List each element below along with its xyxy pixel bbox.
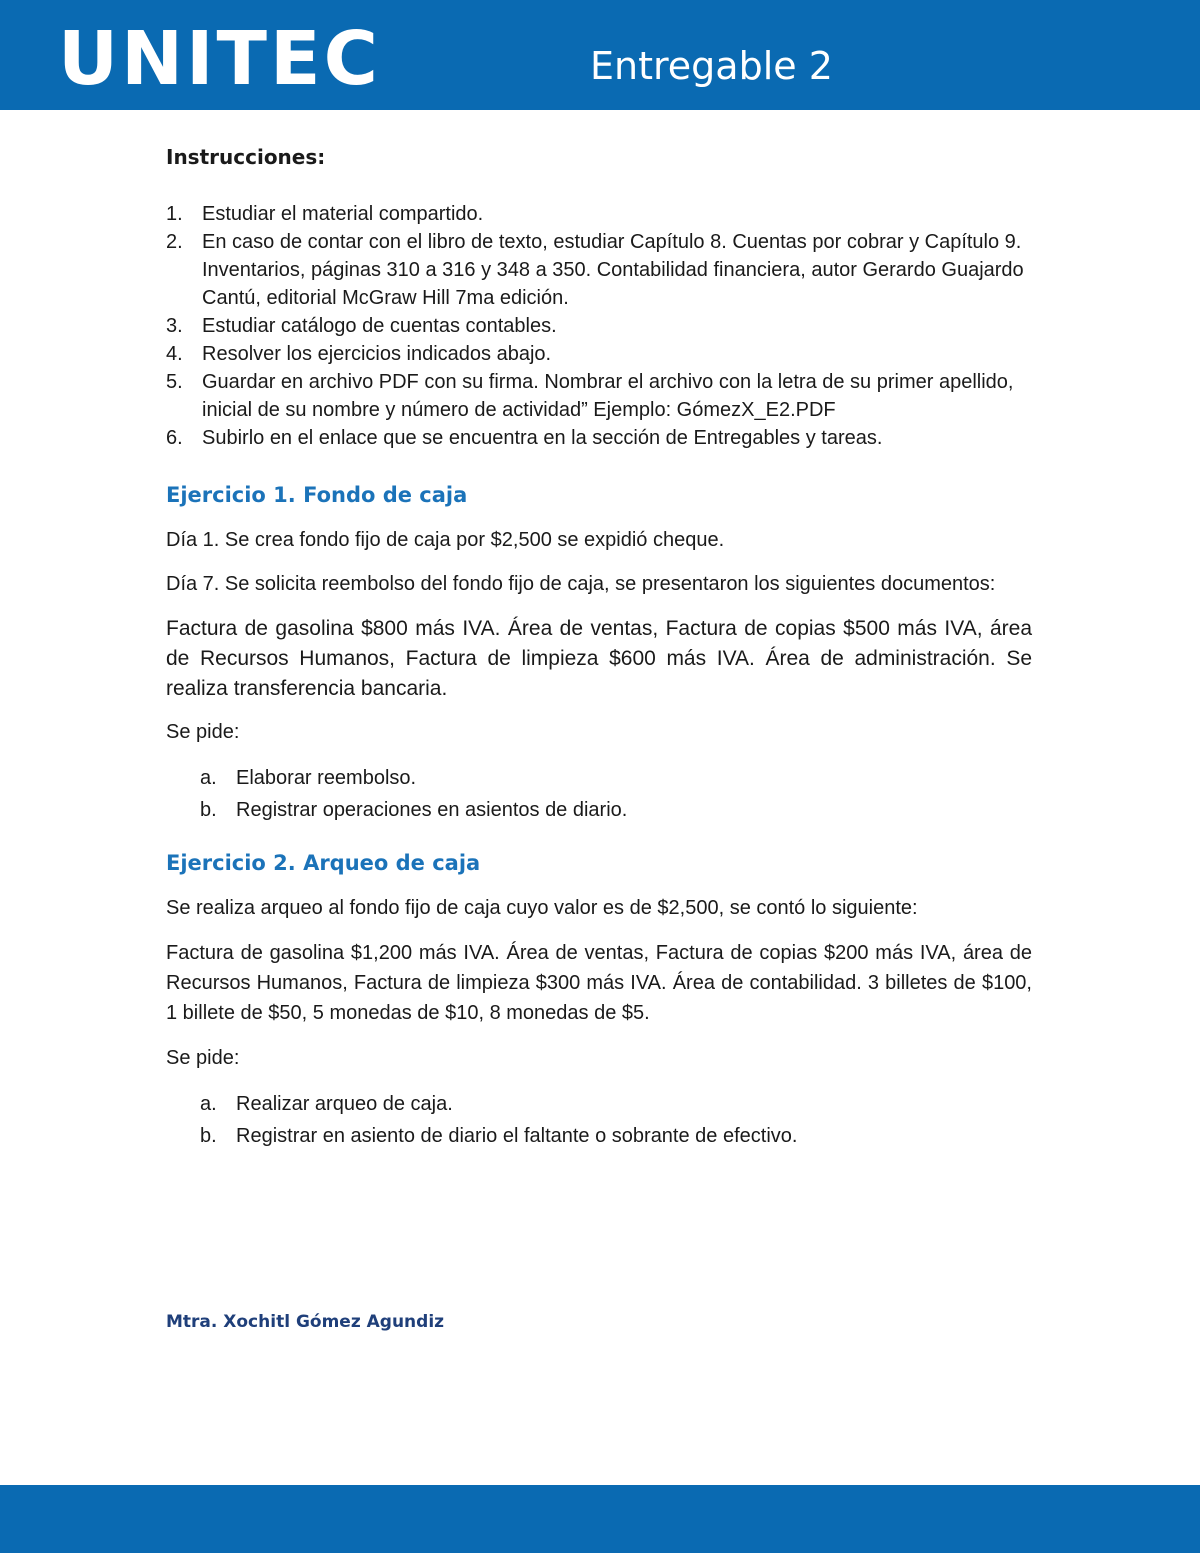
page-footer	[0, 1485, 1200, 1553]
exercise1-title: Ejercicio 1. Fondo de caja	[166, 483, 468, 507]
exercise2-paragraph: Factura de gasolina $1,200 más IVA. Área de ventas, Factura de copias $200 más IVA, área de Recursos Humanos, Factura de limpieza $300 más IVA. Área de contabilidad. 3 billetes de $100, 1 billete de $50, 5 monedas de $10, 8 monedas de $5.	[166, 942, 1032, 1024]
instruction-item	[166, 312, 1032, 340]
instruction-item	[166, 228, 1032, 312]
exercise1-paragraph: Día 7. Se solicita reembolso del fondo fijo de caja, se presentaron los siguientes documentos:	[166, 573, 996, 595]
exercise2-ask: Se pide:	[166, 1047, 240, 1069]
item-number: 5.	[166, 371, 183, 393]
item-number: 4.	[166, 343, 183, 365]
item-text: Guardar en archivo PDF con su firma. Nombrar el archivo con la letra de su primer apellido, inicial de su nombre y número de actividad” Ejemplo: GómezX_E2.PDF	[202, 371, 1014, 421]
author-signature: Mtra. Xochitl Gómez Agundiz	[166, 1312, 445, 1332]
instructions-list	[166, 200, 1032, 452]
task-item	[200, 1122, 1032, 1150]
exercise2-title: Ejercicio 2. Arqueo de caja	[166, 851, 481, 875]
exercise1-ask: Se pide:	[166, 721, 240, 743]
task-item	[200, 1090, 1032, 1118]
item-number: 6.	[166, 427, 183, 449]
item-text: Estudiar catálogo de cuentas contables.	[202, 315, 557, 337]
exercise2-paragraph: Se realiza arqueo al fondo fijo de caja cuyo valor es de $2,500, se contó lo siguiente:	[166, 897, 918, 919]
task-letter: b.	[200, 799, 217, 821]
instruction-item	[166, 424, 1032, 452]
instruction-item	[166, 368, 1032, 424]
task-letter: a.	[200, 1093, 217, 1115]
task-text: Registrar operaciones en asientos de diario.	[236, 799, 628, 821]
exercise1-paragraph: Factura de gasolina $800 más IVA. Área de ventas, Factura de copias $500 más IVA, área de Recursos Humanos, Factura de limpieza $600 más IVA. Área de administración. Se realiza transferencia bancaria.	[166, 617, 1032, 700]
task-text: Realizar arqueo de caja.	[236, 1093, 453, 1115]
exercise1-tasks	[200, 764, 1032, 824]
task-letter: a.	[200, 767, 217, 789]
instruction-item	[166, 340, 1032, 368]
exercise2-tasks	[200, 1090, 1032, 1150]
unitec-logo: UNITEC	[58, 16, 381, 102]
document-body	[166, 142, 1032, 1150]
exercise1-paragraph: Día 1. Se crea fondo fijo de caja por $2,500 se expidió cheque.	[166, 529, 725, 551]
task-letter: b.	[200, 1125, 217, 1147]
item-text: Subirlo en el enlace que se encuentra en la sección de Entregables y tareas.	[202, 427, 883, 449]
task-text: Elaborar reembolso.	[236, 767, 417, 789]
item-number: 2.	[166, 231, 183, 253]
item-number: 1.	[166, 203, 183, 225]
page-header	[0, 0, 1200, 110]
instruction-item	[166, 200, 1032, 228]
task-text: Registrar en asiento de diario el faltante o sobrante de efectivo.	[236, 1125, 798, 1147]
task-item	[200, 764, 1032, 792]
item-text: En caso de contar con el libro de texto, estudiar Capítulo 8. Cuentas por cobrar y Capítulo 9. Inventarios, páginas 310 a 316 y 348 a 350. Contabilidad financiera, autor Gerardo Guajardo Cantú, editorial McGraw Hill 7ma edición.	[202, 231, 1024, 309]
instructions-heading: Instrucciones:	[166, 145, 326, 169]
task-item	[200, 796, 1032, 824]
item-number: 3.	[166, 315, 183, 337]
document-title: Entregable 2	[590, 44, 833, 88]
item-text: Resolver los ejercicios indicados abajo.	[202, 343, 552, 365]
item-text: Estudiar el material compartido.	[202, 203, 484, 225]
